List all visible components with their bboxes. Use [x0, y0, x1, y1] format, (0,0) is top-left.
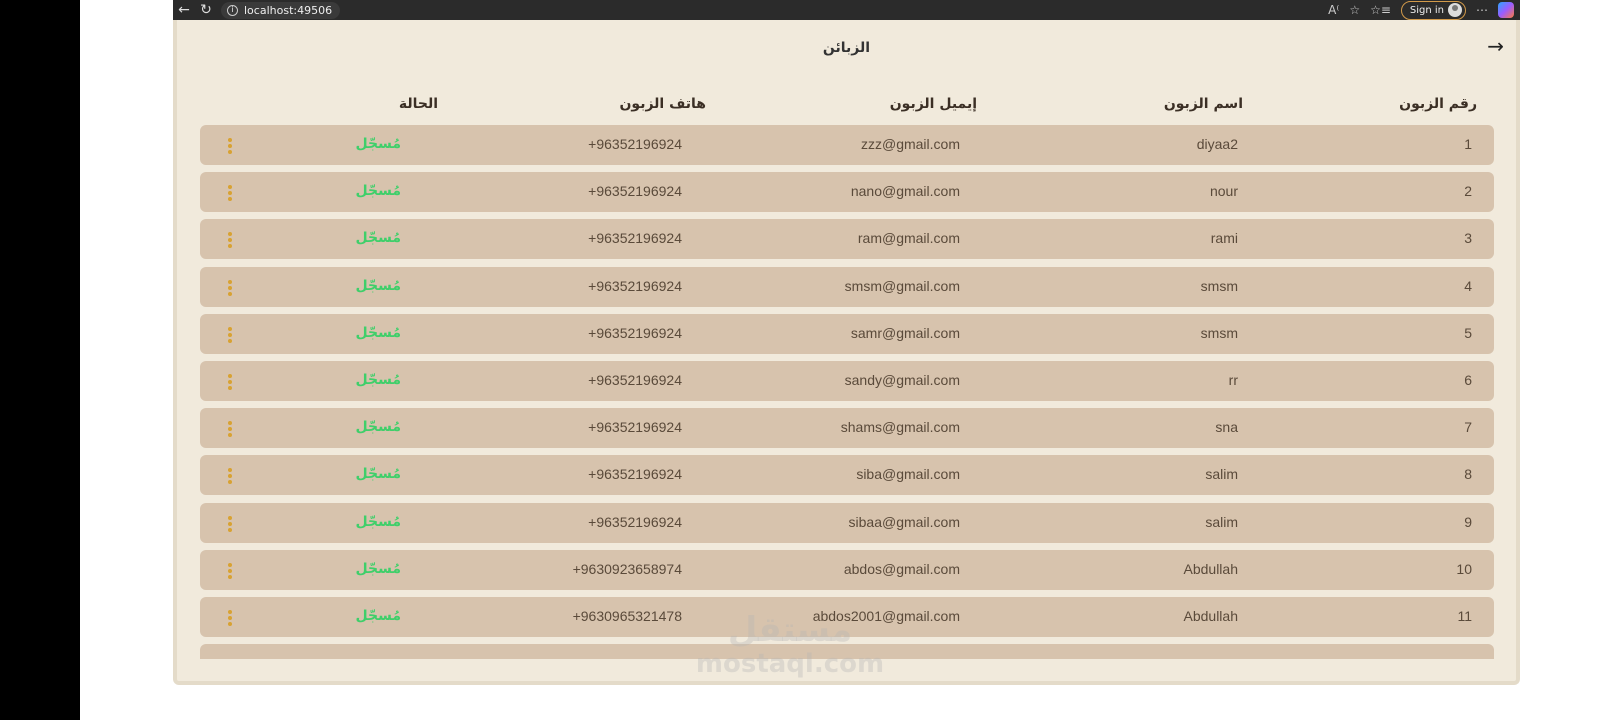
customer-phone: 96352196924+ — [588, 419, 682, 436]
sign-in-button[interactable] — [1401, 1, 1466, 20]
customer-number: 6 — [1464, 371, 1472, 388]
sign-in-label: Sign in — [1409, 4, 1444, 16]
favorite-star-icon[interactable]: ☆ — [1349, 3, 1361, 17]
customer-name: salim — [1205, 466, 1238, 483]
page-header — [177, 20, 1516, 78]
customer-phone: 96352196924+ — [588, 371, 682, 388]
table-row[interactable] — [200, 361, 1494, 401]
customer-name: smsm — [1200, 277, 1238, 294]
customer-number: 1 — [1464, 136, 1472, 152]
customer-email: sandy@gmail.com — [844, 371, 960, 388]
customer-phone: 9630923658974+ — [572, 560, 682, 577]
more-vertical-icon[interactable] — [227, 468, 233, 484]
customer-number: 4 — [1464, 277, 1472, 294]
table-row[interactable] — [200, 314, 1494, 354]
customer-email: shams@gmail.com — [840, 419, 960, 436]
table-header — [177, 96, 1516, 118]
favorites-list-icon[interactable]: ☆≡ — [1370, 3, 1391, 17]
customer-phone: 96352196924+ — [588, 230, 682, 247]
column-header-email: إيميل الزبون — [889, 96, 977, 112]
customer-number: 5 — [1464, 324, 1472, 341]
customer-name: nour — [1209, 183, 1238, 200]
customer-status: مُسجّل — [355, 513, 401, 530]
more-vertical-icon[interactable] — [227, 232, 233, 248]
customer-email: abdos2001@gmail.com — [812, 607, 960, 624]
table-row[interactable] — [200, 408, 1494, 448]
customer-email: nano@gmail.com — [850, 183, 960, 200]
customer-name: diyaa2 — [1196, 136, 1238, 152]
url-text: localhost:49506 — [244, 3, 333, 17]
customer-phone: 96352196924+ — [588, 324, 682, 341]
watermark — [690, 610, 890, 678]
table-row[interactable] — [200, 267, 1494, 307]
read-aloud-icon[interactable]: A⁽ — [1328, 3, 1340, 17]
customer-phone: 96352196924+ — [588, 466, 682, 483]
customer-name: rr — [1228, 371, 1238, 388]
customer-status: مُسجّل — [355, 183, 401, 200]
customer-number: 2 — [1464, 183, 1472, 200]
customer-email: zzz@gmail.com — [860, 136, 960, 152]
customer-status: مُسجّل — [355, 371, 401, 388]
customer-phone: 96352196924+ — [588, 183, 682, 200]
customer-status: مُسجّل — [355, 419, 401, 436]
avatar-icon — [1448, 3, 1462, 17]
info-icon[interactable]: i — [227, 5, 238, 16]
customer-name: Abdullah — [1183, 607, 1238, 624]
column-header-status: الحالة — [398, 96, 438, 112]
customer-name: sna — [1215, 419, 1238, 436]
column-header-number: رقم الزبون — [1399, 96, 1477, 112]
more-vertical-icon[interactable] — [227, 516, 233, 532]
left-black-strip — [0, 0, 80, 720]
table-row[interactable] — [200, 550, 1494, 590]
customer-name: salim — [1205, 513, 1238, 530]
customer-number: 3 — [1464, 230, 1472, 247]
copilot-icon[interactable] — [1498, 2, 1514, 18]
column-header-phone: هاتف الزبون — [619, 96, 706, 112]
refresh-icon[interactable]: ↻ — [200, 2, 212, 18]
customer-status: مُسجّل — [355, 466, 401, 483]
customer-email: samr@gmail.com — [850, 324, 960, 341]
customer-status: مُسجّل — [355, 607, 401, 624]
customers-table-body — [200, 125, 1494, 659]
customer-name: smsm — [1200, 324, 1238, 341]
customers-page — [173, 20, 1520, 685]
customer-phone: 96352196924+ — [588, 136, 682, 152]
more-vertical-icon[interactable] — [227, 138, 233, 154]
table-row[interactable] — [200, 503, 1494, 543]
customer-phone: 9630965321478+ — [572, 607, 682, 624]
customer-email: sibaa@gmail.com — [848, 513, 960, 530]
more-options-icon[interactable]: ⋯ — [1476, 3, 1488, 17]
arrow-right-icon[interactable]: → — [1487, 34, 1504, 58]
watermark-latin: mostaql.com — [695, 649, 885, 679]
customer-email: smsm@gmail.com — [844, 277, 960, 294]
more-vertical-icon[interactable] — [227, 563, 233, 579]
more-vertical-icon[interactable] — [227, 280, 233, 296]
customer-status: مُسجّل — [355, 136, 401, 152]
customer-email: abdos@gmail.com — [843, 560, 960, 577]
table-row[interactable] — [200, 455, 1494, 495]
customer-status: مُسجّل — [355, 324, 401, 341]
back-arrow-icon[interactable]: ← — [178, 2, 190, 18]
table-row[interactable] — [200, 125, 1494, 165]
customer-name: Abdullah — [1183, 560, 1238, 577]
customer-number: 11 — [1457, 607, 1472, 624]
column-header-name: اسم الزبون — [1163, 96, 1243, 112]
table-row[interactable] — [200, 172, 1494, 212]
more-vertical-icon[interactable] — [227, 185, 233, 201]
customer-number: 8 — [1464, 466, 1472, 483]
customer-number: 10 — [1456, 560, 1472, 577]
customer-status: مُسجّل — [355, 230, 401, 247]
customer-status: مُسجّل — [355, 560, 401, 577]
page-title: الزبائن — [822, 40, 871, 56]
more-vertical-icon[interactable] — [227, 610, 233, 626]
more-vertical-icon[interactable] — [227, 421, 233, 437]
customer-email: siba@gmail.com — [856, 466, 960, 483]
customer-number: 9 — [1464, 513, 1472, 530]
customer-email: ram@gmail.com — [857, 230, 960, 247]
browser-toolbar — [173, 0, 1520, 20]
more-vertical-icon[interactable] — [227, 327, 233, 343]
customer-name: rami — [1210, 230, 1238, 247]
table-row[interactable] — [200, 219, 1494, 259]
customer-phone: 96352196924+ — [588, 513, 682, 530]
customer-phone: 96352196924+ — [588, 277, 682, 294]
address-bar[interactable] — [221, 2, 340, 19]
more-vertical-icon[interactable] — [227, 374, 233, 390]
customer-status: مُسجّل — [355, 277, 401, 294]
customer-number: 7 — [1464, 419, 1472, 436]
watermark-arabic: مستقل — [727, 610, 853, 650]
